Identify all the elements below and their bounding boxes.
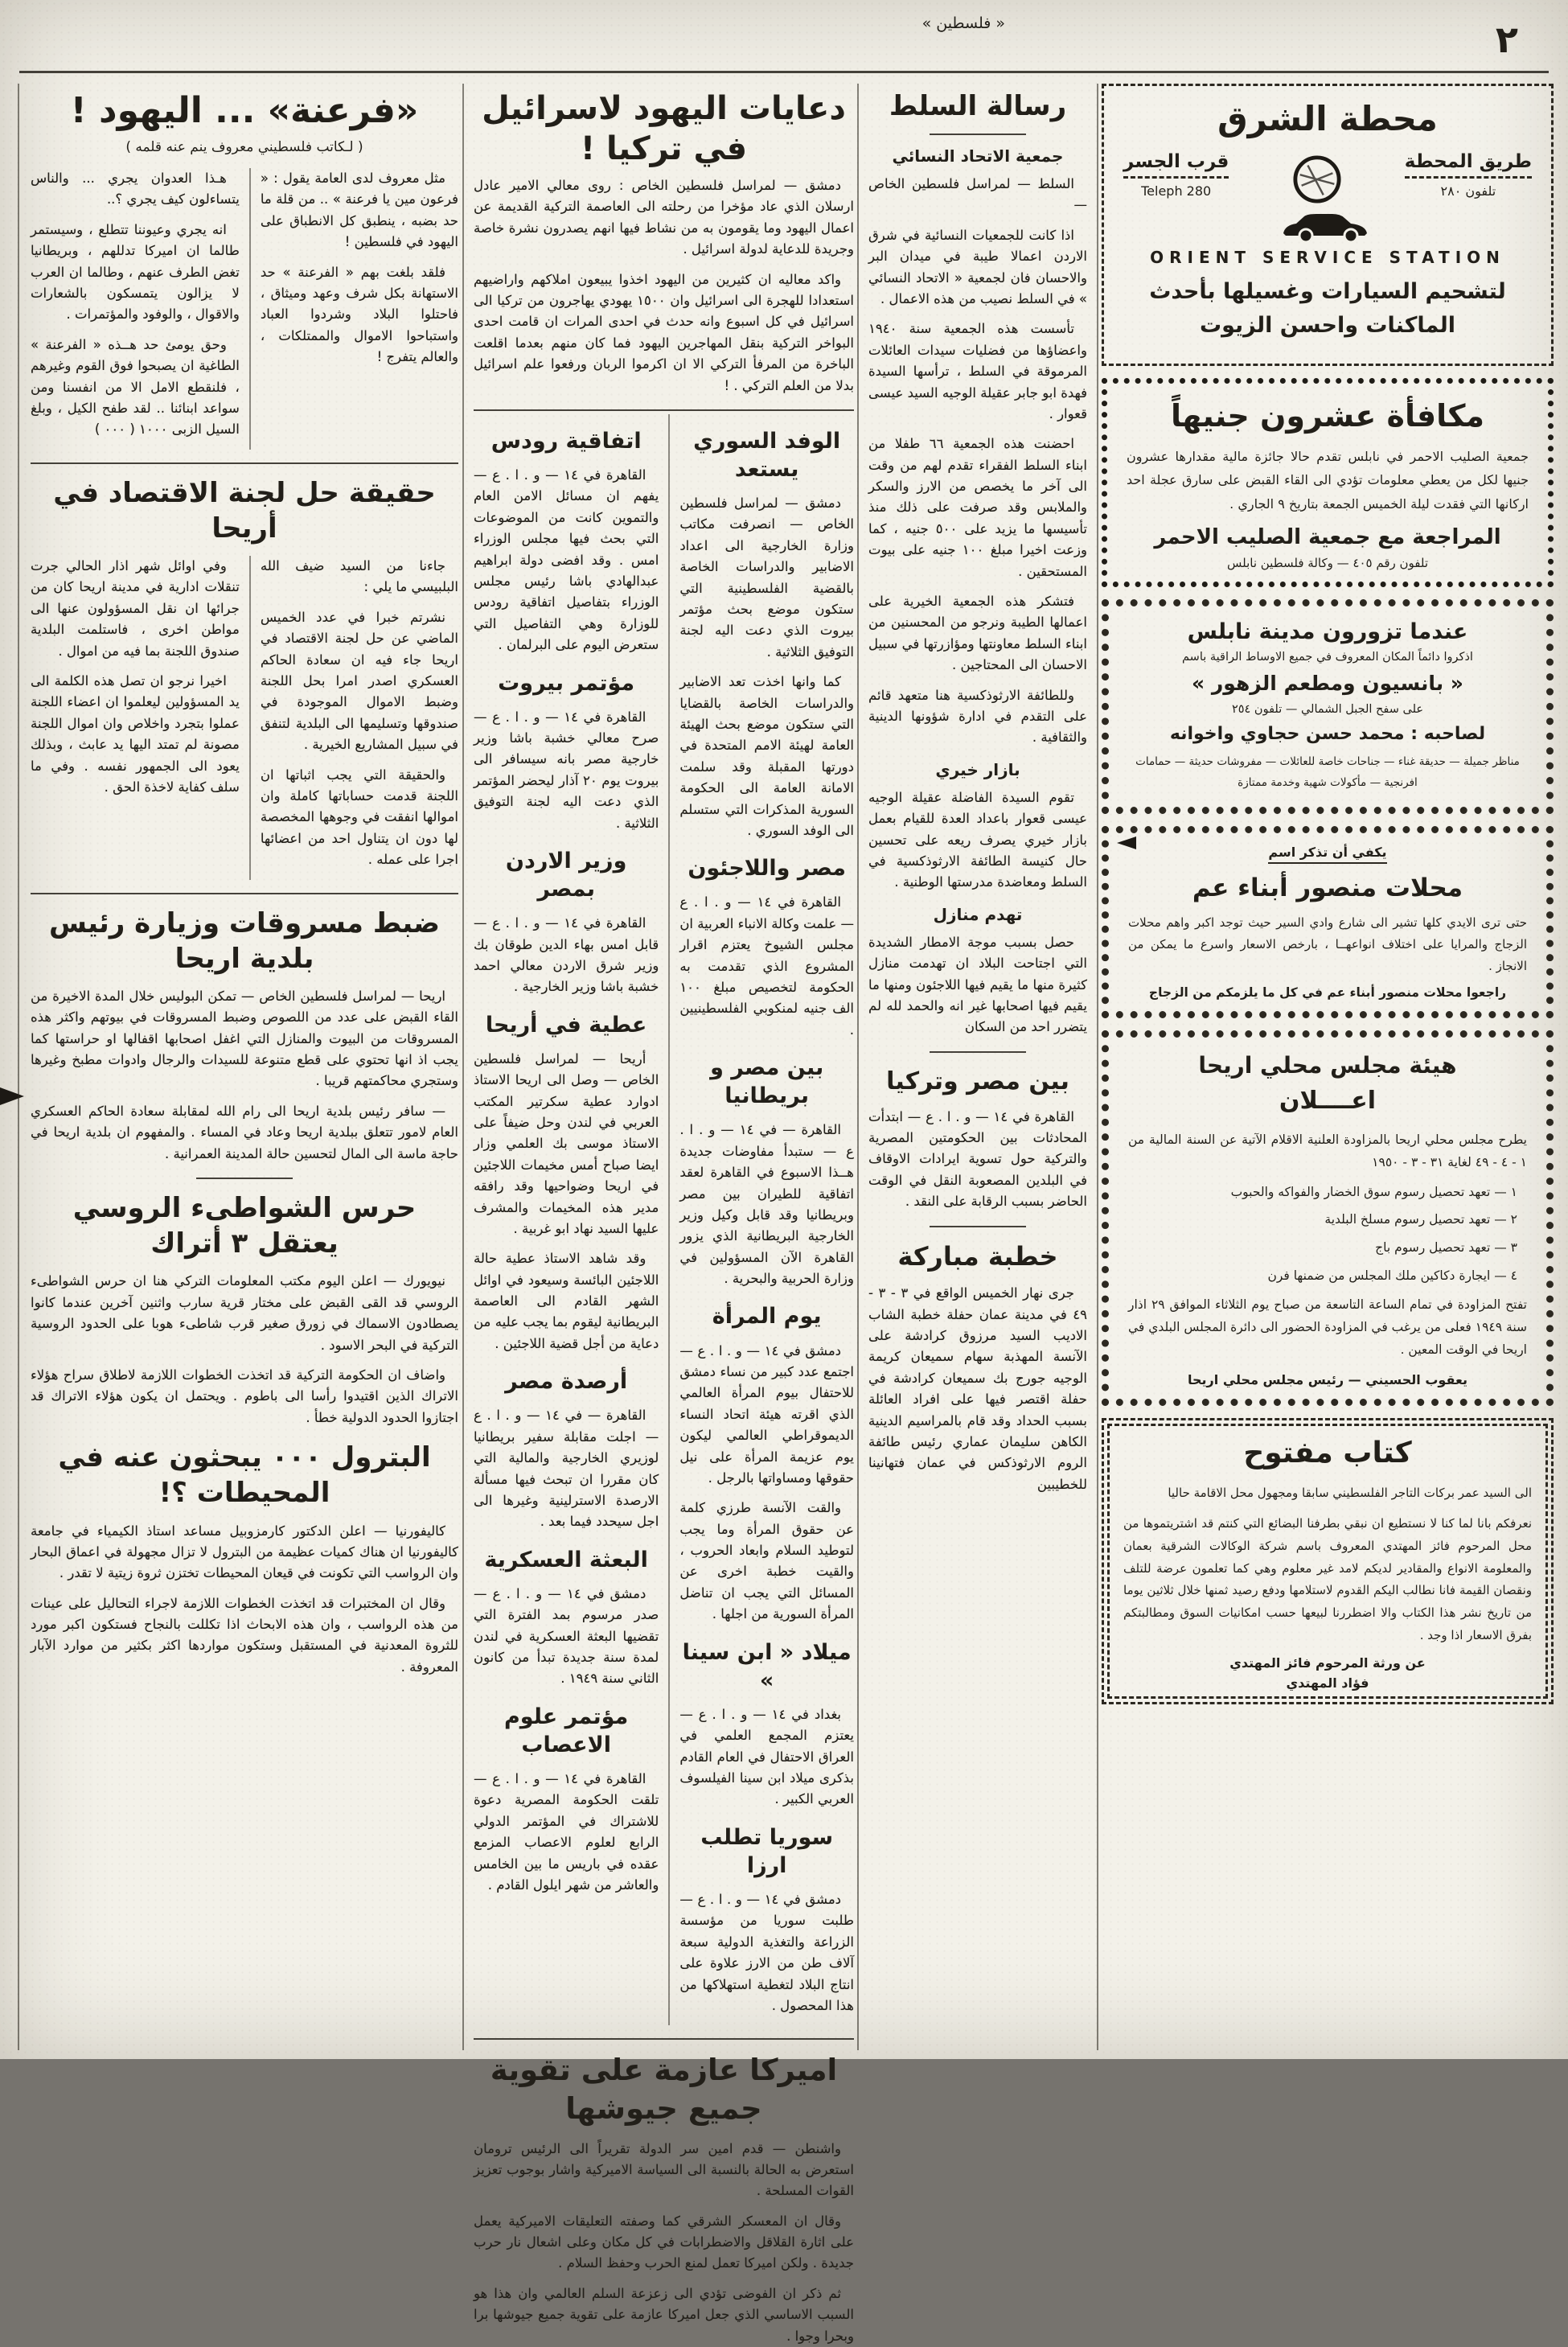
ad-zuhur-pension [1102, 599, 1554, 813]
article-title: اتفاقية رودس [491, 428, 642, 454]
paragraph: دمشق — لمراسل فلسطين الخاص — انصرفت مكاتب وزارة الخارجية الى اعداد الاضابير والدراسات الخاصة بالقضية الفلسطينية التي ستكون موضع بحث مؤتمر بيروت الذي دعت اليه لجنة التوفيق الثلاثية . [679, 495, 854, 660]
car-icon [1275, 209, 1380, 245]
paragraph: كاليفورنيا — اعلن الدكتور كارمزوبيل مساعد استاذ الكيمياء في جامعة كاليفورنيا ان هناك كميات عظيمة من البترول لا تزال مجهولة في اعماق البحار وان الرواسب التي تكونت في قيعان المحيطات تختزن ثروة زيتية لا تقدر . [31, 1523, 458, 1581]
ad-open-letter [1102, 1418, 1554, 1704]
article-title: ميلاد « ابن سينا » [682, 1639, 852, 1693]
paragraph: جاءنا من السيد ضيف الله البلبيسي ما يلي : [260, 558, 458, 595]
ad-features: مناظر جميلة — حديقة غناء — جناحات خاصة للعائلات — مفروشات حديثة — حمامات افرنجية — مأكولات شهية وخدمة ممتازة [1135, 755, 1520, 790]
paragraph: تقوم السيدة الفاضلة عقيلة الوجيه عيسى قعوار باعداد العدة للقيام بعمل بازار خيري يصرف ريعه على تحسين حال كنيسة الطائفة الارثوذكسية في السلط ومعاضدة مدرستها الوطنية . [868, 789, 1087, 890]
ad-signature: عن ورثة المرحوم فائز المهتدي [1229, 1654, 1426, 1671]
ad-orient-station [1102, 84, 1554, 366]
ad-signature: فؤاد المهتدي [1286, 1675, 1369, 1691]
article-title: خطبة مباركة [897, 1240, 1058, 1272]
divider [930, 1051, 1026, 1053]
paragraph: نشرتم خبرا في عدد الخميس الماضي عن حل لجنة الاقتصاد في اريحا جاء فيه ان سعادة الحاكم العسكري اصدر امرا بحل اللجنة وضبط الاموال الموجودة في صندوقها وتسليمها الى البلدية لتنفق في سبيل المشاريع الخيرية . [260, 609, 458, 753]
article-yawm-almaraa [679, 1302, 854, 1625]
phone-latin: Teleph 280 [1141, 183, 1212, 199]
article-farana [31, 88, 458, 450]
paragraph: واكد معاليه ان كثيرين من اليهود اخذوا يبيعون املاكهم واراضيهم استعدادا للهجرة الى اسرائيل وان ١٥٠٠ يهودي يهاجرون من تركيا الى اسرائيل في كل اسبوع وانه حدث في احدى المرات ان قامت احدى البواخر التركية بنقل المهاجرين اليهود فما كان منهم بعدما اقلعت الباخرة من المرفأ التركي الا ان اكرموا الربان ورفعوا علم اسرائيل بدلا من العلم التركي . ! [474, 271, 854, 393]
paragraph: اذا كانت للجمعيات النسائية في شرق الاردن اعمالا طيبة في ميدان البر والاحسان فان لجمعية « الاتحاد النسائي » في السلط نصيب من هذه الاعمال . [868, 227, 1087, 306]
paragraph: جرى نهار الخميس الواقع في ٣ - ٣ - ٤٩ في مدينة عمان حفلة خطبة الشاب الاديب السيد مرزوق كرادشة على الآنسة المهذبة سهام سميعان كريمة الوجيه جورج بك سميعان كرادشة في حفلة اقتصر فيها على افراد العائلة بسبب الحداد وقد قام بالمراسيم الدينية الكاهن سليمان عماري رئيس طائفة الروم الارثوذكس في عمان فتهانينا للخطيبين [868, 1285, 1087, 1492]
divider [474, 409, 854, 411]
paragraph: القاهرة في ١٤ — و . ا . ع — علمت وكالة الانباء العربية ان مجلس الشيوخ يعتزم اقرار المشروع الذي تقدمت به الحكومة لتخصيص مبلغ ١٠٠ الف جنيه لمنكوبي الفلسطينيين . [679, 894, 854, 1038]
article-arsida [474, 1367, 659, 1532]
paragraph: وللطائفة الارثوذكسية هنا متعهد قائم على التقدم في ادارة شؤونها الدينية والثقافية . [868, 687, 1087, 746]
divider [930, 134, 1026, 135]
paragraph: والقت الآنسة طرزي كلمة عن حقوق المرأة وما يجب لتوطيد السلام وابعاد الحروب ، والقيت خطبة اخرى عن المسائل التي يجب ان تناضل المرأة السورية من اجلها . [679, 1500, 854, 1622]
ad-footer: راجعوا محلات منصور أبناء عم في كل ما يلزمكم من الزجاج [1148, 984, 1507, 1000]
divider [31, 462, 458, 464]
ad-closing: تفتح المزاودة في تمام الساعة التاسعة من صباح يوم الثلاثاء الموافق ٢٩ اذار سنة ١٩٤٩ فعلى من يرغب في المزاودة الحضور الى دائرة المجلس البلدي في اريحا في الوقت المعين . [1128, 1297, 1527, 1357]
paragraph: دمشق في ١٤ — و . ا . ع — طلبت سوريا من مؤسسة الزراعة والتغذية الدولية سبعة آلاف طن من الارز علاوة على انتاج البلاد لتغطية استهلاكها من هذا المحصول . [679, 1891, 854, 2013]
article-misr-britania [679, 1054, 854, 1289]
running-title: « فلسطين » [922, 14, 1005, 32]
article-title: البترول ٠٠٠ يبحثون عنه في المحيطات ؟! [58, 1441, 431, 1510]
article-misr-lajioun [679, 854, 854, 1041]
article-body-columns [31, 556, 458, 879]
address-line: طريق المحطة [1405, 151, 1532, 179]
article-title: عطية في أريحا [485, 1012, 647, 1038]
article-masruqat [31, 893, 458, 1165]
body-col-left [31, 556, 240, 879]
news-col-left [474, 414, 659, 2025]
tender-item: ٤ — ايجارة دكاكين ملك المجلس من ضمنها فرن [1267, 1268, 1517, 1283]
section-ads [1102, 84, 1554, 2050]
article-america [474, 2038, 854, 2347]
paragraph: القاهرة في ١٤ — و . ا . ع — يفهم ان مسائل الامن العام والتموين كانت من الموضوعات التي بحث فيها مجلس الوزراء امس . وقد افضى دولة ابراهيم عبدالهادي باشا رئيس مجلس الوزراء بتفاصيل اتفاقية رودس للوزارة وهي التفاصيل التي ستعرض اليوم على البرلمان . [474, 467, 659, 653]
paragraph: وفي اوائل شهر اذار الحالي جرت تنقلات ادارية في مدينة اريحا كان من جرائها ان نقل المسؤولون عنها الى مواطن اخرى ، فاستلمت البلدية صندوق اللجنة بما فيه من اموال . [31, 558, 240, 659]
ad-organization: هيئة مجلس محلي اريحا [1198, 1051, 1457, 1079]
paragraph: وقد شاهد الاستاذ عطية حالة اللاجئين البائسة وسيعود في اوائل الشهر القادم الى العاصمة البريطانية ليقوم بما يجب عليه من دعاية من أجل قضية اللاجئين . [474, 1251, 659, 1351]
news-col-right [668, 414, 854, 2025]
ad-title: اعــــلان [1279, 1086, 1377, 1115]
article-atiyya [474, 1011, 659, 1355]
ad-contact: المراجعة مع جمعية الصليب الاحمر [1154, 525, 1501, 550]
article-title: أرصدة مصر [505, 1369, 628, 1395]
paragraph: القاهرة — في ١٤ — و . ا . ع — اجلت مقابلة سفير بريطانيا لوزيري الخارجية والمالية التي كان مقررا ان تبحث فيها مسألة الارصدة الاسترلينية وغيرها الى اجل سيحدد فيما بعد . [474, 1408, 659, 1530]
pointer-icon [1117, 836, 1136, 849]
article-wazir-urdun [474, 847, 659, 998]
subhead-bazar: بازار خيري [935, 759, 1020, 779]
article-khutba [868, 1226, 1087, 1496]
section-center [462, 84, 854, 2344]
article-rhodes [474, 427, 659, 656]
paragraph: دمشق — لمراسل فلسطين الخاص : روى معالي الامير عادل ارسلان الذي عاد مؤخرا من رحلته الى العاصمة التركية القديمة عن اعمال اليهود وما يقومون به من نشاط فيها انهم يصدرون نشرة خاصة وجريدة للدعاية لدولة اسرائيل . [474, 178, 854, 257]
paragraph: القاهرة في ١٤ — و . ا . ع — قابل امس بهاء الدين طوقان بك وزير شرق الاردن معالي احمد خشبة باشا وزير الخارجية . [474, 915, 659, 995]
article-wafd-suri [679, 427, 854, 841]
ad-title: كتاب مفتوح [1243, 1437, 1412, 1470]
paragraph: بغداد في ١٤ — و . ا . ع — يعتزم المجمع العلمي في العراق الاحتفال في العام القادم بذكرى ميلاد ابن سينا الفيلسوف العربي الكبير . [679, 1706, 854, 1807]
divider [474, 2038, 854, 2040]
paragraph: تأسست هذه الجمعية سنة ١٩٤٠ واعضاؤها من فضليات سيدات العائلات المرموقة في السلط ، ترأسها السيدة فهدة ابو جابر عقيلة الوجيه السيد عيسى قعوار . [868, 321, 1087, 421]
page-number: ٢ [1495, 18, 1518, 61]
article-title: بين مصر وتركيا [886, 1067, 1069, 1095]
article-title: سوريا تطلب ارزا [700, 1824, 834, 1878]
ad-red-cross-reward [1102, 378, 1554, 588]
tender-item: ٢ — تعهد تحصيل رسوم مسلخ البلدية [1324, 1212, 1517, 1227]
paragraph: دمشق في ١٤ — و . ا . ع — صدر مرسوم بمد الفترة التي تقضيها البعثة العسكرية في لندن لمدة سنة جديدة تبدأ من كانون الثاني سنة ١٩٤٩ . [474, 1585, 659, 1687]
paragraph: دمشق في ١٤ — و . ا . ع — اجتمع عدد كبير من نساء دمشق للاحتفال بيوم المرأة العالمي الذي اقرته هيئة اتحاد النساء الديموقراطي العالمي ليكون يوم عزيمة المرأة على نيل حقوقها ومساواتها بالرجل . [679, 1342, 854, 1486]
article-iqtisad [31, 462, 458, 880]
ad-title: مكافأة عشرون جنيهاً [1170, 397, 1485, 434]
body-col-left [31, 168, 240, 450]
article-shawati [31, 1178, 458, 1428]
ad-jericho-council [1102, 1030, 1554, 1407]
ad-mansour-glass [1102, 826, 1554, 1018]
ad-location-phone: على سفح الجبل الشمالي — تلفون ٢٥٤ [1231, 703, 1424, 717]
ad-title: محطة الشرق [1217, 99, 1438, 138]
paragraph: نيويورك — اعلن اليوم مكتب المعلومات التركي هنا ان حرس الشواطىء الروسي قد القى القبض على مختار قرية سارب واثنين آخرين عندما كانوا يصطادون الاسماك في زورق صغير قرب شاطىء هوبا على الحدود الروسية التركية في البحر الاسود . [31, 1273, 458, 1353]
body-col-right [249, 168, 458, 450]
section-left [18, 84, 458, 2050]
paragraph: القاهرة في ١٤ — و . ا . ع — صرح معالي خشبة باشا وزير خارجية مصر بانه سيسافر الى بيروت يوم ٢٠ آذار ليحضر المؤتمر الذي دعت اليه لجنة التوفيق الثلاثية . [474, 709, 659, 831]
paragraph: واضاف ان الحكومة التركية قد اتخذت الخطوات اللازمة لاطلاق سراح هؤلاء الاتراك الذين اقتيدوا رأسا الى باطوم . ويحتمل ان يكون هؤلاء الاتراك قد اجتازوا الحدود الدولية خطأ . [31, 1367, 458, 1425]
divider [196, 1178, 293, 1179]
ad-body: لتشحيم السيارات وغسيلها بأحدث الماكنات واحسن الزيوت [1149, 279, 1506, 338]
address-right [1405, 151, 1532, 199]
article-title: مؤتمر علوم الاعصاب [504, 1704, 629, 1757]
paragraph: واشنطن — قدم امين سر الدولة تقريراً الى الرئيس ترومان استعرض به الحالة بالنسبة الى السياسة الاميركية واشار بوجوب تعزيز القوات المسلحة . [474, 2140, 854, 2199]
paragraph: حصل بسبب موجة الامطار الشديدة التي اجتاحت البلاد ان تهدمت منازل كثيرة منها ما يقيم فيها اللاجئون ومنها ما يقيم فيها اصحابها غير انه والحمد لله لم يتضرر احد من السكان [868, 934, 1087, 1035]
article-title: رسالة السلط [889, 90, 1067, 122]
paragraph: فلقد بلغت بهم « الفرعنة » حد الاستهانة بكل شرف وعهد وميثاق ، فاحتلوا البلاد وشردوا العباد واستباحوا الاموال والممتلكات ، والعالم يتفرج ! [260, 264, 458, 365]
article-subhead: جمعية الاتحاد النسائي [892, 146, 1064, 166]
header-rule [19, 71, 1549, 73]
ad-title: محلات منصور أبناء عم [1192, 873, 1463, 902]
article-beirut [474, 669, 659, 834]
ad-body: جمعية الصليب الاحمر في نابلس تقدم حالا جائزة مالية مقدارها عشرون جنيها لكل من يعطي معلومات تؤدي الى القاء القبض على سارق عجلة احد اركانها التي فقدت ليلة الخميس الجمعة بتاريخ ٩ الجاري . [1127, 448, 1529, 512]
paragraph: فتشكر هذه الجمعية الخيرية على اعمالها الطيبة ونرجو من المحسنين من ابناء السلط معاونتها ومؤازرتها في سبيل الاحسان الى المحتاجين . [868, 594, 1087, 673]
ad-intro: يطرح مجلس محلي اريحا بالمزاودة العلنية الاقلام الآتية عن السنة المالية من ١ - ٤ - ٤٩ لغاية ٣١ - ٣ - ١٩٥٠ [1128, 1132, 1527, 1169]
article-title: دعايات اليهود لاسرائيل في تركيا ! [482, 90, 846, 167]
ad-business-name: « بانسيون ومطعم الزهور » [1192, 672, 1463, 696]
article-misr-turkiya [868, 1051, 1087, 1213]
article-suriya-aruz [679, 1823, 854, 2017]
section-salt-column [857, 84, 1098, 2050]
article-title: البعثة العسكرية [484, 1547, 648, 1572]
article-title: حقيقة حل لجنة الاقتصاد في أريحا [53, 476, 436, 545]
ad-paragraph: نعرفكم بانا لما كنا لا نستطيع ان نبقي بطرفنا البضائع التي كنتم قد اشتريتموها من محل المرحوم فائز المهتدي المعروف باسم شركة الوكالات الشرقية بعمان والمعلومة الانواع والمقادير لديكم لامد غير معلوم وهي كما تعلمون عرضة للتلف ونقصان القيمة فانا نطالب اليكم القدوم لاستلامها ودفع رصيد ثمنها خلال ثلاثين يوما من تاريخ نشر هذا الكتاب والا اضطررنا لبيعها حسب امكانيات السوق ومطالبتكم بفرق الاسعار اذا وجد . [1123, 1516, 1532, 1642]
article-risala-salt [868, 90, 1087, 1038]
ad-title: عندما تزورون مدينة نابلس [1187, 619, 1468, 645]
article-ibn-sina [679, 1638, 854, 1811]
paragraph: — سافر رئيس بلدية اريحا الى رام الله لمقابلة سعادة الحاكم العسكري العام لامور تتعلق ببلدية اريحا وعاد في المساء . والمفهوم ان بلدية اريحا في حاجة ماسة الى المال لتحسين حالة المدينة العمرانية . [31, 1103, 458, 1161]
paragraph: هـذا العدوان يجري ... والناس يتساءلون كيف يجري ؟.. [31, 171, 240, 208]
article-duayat [474, 88, 854, 397]
paragraph: وقال ان المعسكر الشرقي كما وصفته التعليقات الاميركية يعمل على اثارة القلاقل والاضطرابات في كل مكان وعلى اشعال نار حرب جديدة . ولكن اميركا تعمل لمنع الحرب وحفظ السلام . [474, 2213, 854, 2271]
paragraph: وحق يومئ حد هــذه « الفرعنة » الطاغية ان يصبحوا فوق القوم وغيرهم ، فلنقطع الامل الا من انفسنا ومن سواعد ابنائنا .. لقد طفح الكيل ، وبلغ السيل الزبى ١٠٠٠ ( ٠٠٠ ) [31, 336, 240, 438]
paragraph: والحقيقة التي يجب اثباتها ان اللجنة قدمت حساباتها كاملة وان اموالها انفقت في وجوهها المخصصة لها دون ان يتناول احد من اعضائها اجرا على عمله . [260, 767, 458, 868]
paragraph: القاهرة — في ١٤ — و . ا . ع — ستبدأ مفاوضات جديدة هــذا الاسبوع في القاهرة لعقد اتفاقية للطيران بين مصر وبريطانيا وقد قابل وكيل وزير الخارجية البريطانية الذي يزور القاهرة الآن المسؤولين في وزارة الحربية والبحرية . [679, 1122, 854, 1287]
ad-phone: تلفون رقم ٤٠٥ — وكالة فلسطين نابلس [1226, 556, 1429, 571]
article-aasab [474, 1703, 659, 1897]
tender-item: ١ — تعهد تحصيل رسوم سوق الخضار والفواكه والحبوب [1230, 1184, 1517, 1199]
article-title: اميركا عازمة على تقوية جميع جيوشها [490, 2053, 838, 2127]
paragraph: كما وانها اخذت تعد الاضابير والدراسات الخاصة بالقضايا التي ستكون موضع بحث الهيئة العامة لهيئة الامم المتحدة في دورتها المقبلة وقد سلمت الامانة العامة الى الحكومة السورية المذكرات التي ستسلم الى الوفد السوري . [679, 674, 854, 838]
subhead-tahaddum: تهدم منازل [933, 904, 1023, 924]
paragraph: أريحا — لمراسل فلسطين الخاص — وصل الى اريحا الاستاذ ادوارد عطية سكرتير المكتب العربي في لندن وحل ضيفاً على الاستاذ موسى بك العلمي وزار ايضا صباح أمس مخيمات اللاجئين في اريحا وضواحيها وقد رافقه مدير هذه المخيمات والمشرف عليها السيد نهاد ابو غربية . [474, 1050, 659, 1236]
paragraph: وقال ان المختبرات قد اتخذت الخطوات اللازمة لاجراء التحاليل على عينات من هذه الرواسب ، وان هذه الابحاث اذا تكللت بالنجاح فستكون اكبر مورد للثروة المعدنية في المستقبل وستكون مواردها اكثر بكثير من موارد الآبار المعروفة . [31, 1595, 458, 1675]
address-left [1123, 151, 1229, 199]
article-title: وزير الاردن بمصر [505, 848, 627, 902]
paragraph: مثل معروف لدى العامة يقول : « فرعون مين يا فرعنة » .. من قلة ما حد بضبه ، ينطبق كل الانطباق على اليهود في فلسطين ! [260, 171, 458, 250]
paragraph: السلط — لمراسل فلسطين الخاص — [868, 176, 1087, 213]
article-batrul [31, 1440, 458, 1678]
paragraph: انه يجري وعيوننا تتطلع ، وسيستمر طالما ان اميركا تدللهم ، وبريطانيا تغض الطرف عنهم ، وطالما ان العرب لا يزالون يتمسكون بالشعارات والاقوال ، والوفود والمؤتمرات . [31, 221, 240, 323]
divider [930, 1226, 1026, 1227]
tender-item: ٣ — تعهد تحصيل رسوم باج [1375, 1240, 1517, 1256]
ad-line: اذكروا دائماً المكان المعروف في جميع الاوساط الراقية باسم [1182, 651, 1473, 664]
ad-owner: لصاحبه : محمد حسن حجاوي واخوانه [1169, 724, 1486, 745]
article-title: مصر واللاجئون [688, 856, 846, 882]
ad-paragraph: الى السيد عمر بركات التاجر الفلسطيني سابقا ومجهول محل الاقامة حاليا [1168, 1486, 1532, 1501]
article-subtitle: ( لـكاتب فلسطيني معروف ينم عنه قلمه ) [125, 139, 363, 155]
ad-latin-name: ORIENT SERVICE STATION [1150, 248, 1505, 267]
ad-tagline: يكفي أن تذكر اسم [1268, 845, 1386, 864]
divider [31, 893, 458, 894]
body-col-right [249, 556, 458, 879]
article-title: مؤتمر بيروت [498, 670, 635, 696]
paragraph: ثم ذكر ان الفوضى تؤدي الى زعزعة السلم العالمي وان هذا هو السبب الاساسي الذي جعل اميركا عازمة على تقوية جميع جيوشها برا وبحرا وجوا . [474, 2285, 854, 2344]
article-body-columns [31, 168, 458, 450]
paragraph: اخيرا نرجو ان تصل هذه الكلمة الى يد المسؤولين ليعلموا ان اعضاء اللجنة عملوا بتجرد واخلاص وان اموال اللجنة مصونة لم تمتد اليها يد عابث ، وبذلك يعود الى الجمهور نفسه . وفي ما سلف كفاية لاخذة الحق . [31, 673, 240, 795]
ad-signature: يعقوب الحسيني — رئيس مجلس محلي اريحا [1188, 1372, 1467, 1388]
article-title: بين مصر و بريطانيا [710, 1055, 824, 1109]
phone-arabic: تلفون ٢٨٠ [1440, 183, 1496, 199]
article-title: «فرعنة» ... اليهود ! [70, 90, 419, 131]
paragraph: القاهرة في ١٤ — و . ا . ع — تلقت الحكومة المصرية دعوة للاشتراك في المؤتمر الدولي الرابع لعلوم الاعصاب المزمع عقده في باريس ما بين الخامس والعاشر من شهر ايلول القادم . [474, 1770, 659, 1893]
address-line: قرب الجسر [1123, 151, 1229, 179]
paragraph: اريحا — لمراسل فلسطين الخاص — تمكن البوليس خلال المدة الاخيرة من القاء القبض على عدد من اللصوص وضبط المسروقات في بيوتهم واكثر هذه المسروقات من البيوت والمنازل التي اغفل اصحابها اقفالها او حراستها كما يجب اذ انها تحتوي على قطع متنوعة للسيدات والرجال وادوات مطبخ وغيرها وستجري محاكمتهم قريبا . [31, 988, 458, 1089]
station-address-row [1123, 151, 1532, 204]
news-columns [474, 414, 854, 2025]
article-title: حرس الشواطىء الروسي يعتقل ٣ أتراك [72, 1192, 417, 1260]
paragraph: احضنت هذه الجمعية ٦٦ طفلا من ابناء السلط الفقراء تقدم لهم من وقت الى آخر ما يخصص من الارز والسكر والملابس وقد صرفت على ذلك منذ تأسيسها ما يزيد على ٥٠٠ جنيه ، كما وزعت اخيرا مبلغ ١٠٠ جنيه على بيوت المستحقين . [868, 436, 1087, 579]
article-title: ضبط مسروقات وزيارة رئيس بلدية اريحا [49, 906, 440, 975]
article-title: الوفد السوري يستعد [693, 428, 841, 482]
paragraph: القاهرة في ١٤ — و . ا . ع — ابتدأت المحادثات بين الحكومتين المصرية والتركية حول تسوية ايرادات الاوقاف في البلدين المصعوبة النقل في الوقت الحاضر بسبب الرقابة على النقد . [868, 1108, 1087, 1210]
article-title: يوم المرأة [712, 1304, 822, 1330]
station-logo-icon [1292, 154, 1342, 204]
article-baatha [474, 1546, 659, 1690]
ad-body: حتى ترى الايدي كلها تشير الى شارع وادي السير حيث توجد اكبر واهم محلات الزجاج والمرايا على اختلاف انواعهــا ، بارخص الاسعار واسرع ما يمكن من الانجاز . [1128, 915, 1527, 973]
